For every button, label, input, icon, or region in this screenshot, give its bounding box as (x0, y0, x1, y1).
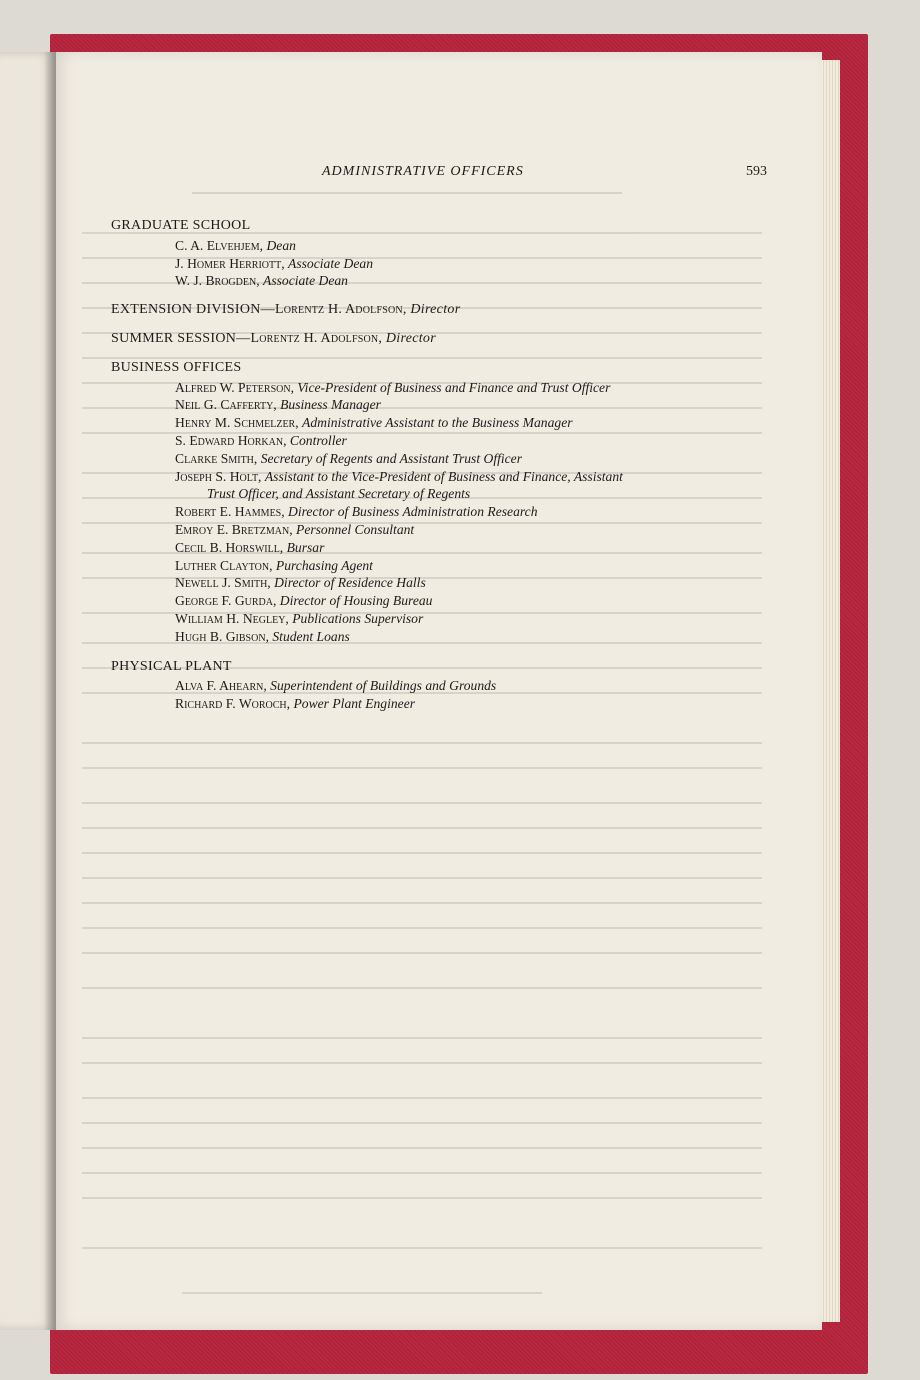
bleed-through-line (82, 1172, 762, 1174)
graduate-school-entries (175, 237, 801, 290)
list-item (175, 574, 801, 592)
list-item (175, 610, 801, 628)
page-number: 593 (746, 164, 767, 179)
bleed-through-line (182, 1292, 542, 1294)
bleed-through-line (82, 1097, 762, 1099)
bleed-through-line (82, 852, 762, 854)
officer-role: Vice-President of Business and Finance and Trust Officer (297, 379, 611, 395)
officer-name: Hugh B. Gibson, (175, 628, 269, 644)
physical-plant-entries (175, 677, 801, 713)
officer-role: Director of Residence Halls (274, 575, 426, 591)
bleed-through-line (82, 1247, 762, 1249)
bleed-through-line (82, 767, 762, 769)
section-heading-graduate-school: GRADUATE SCHOOL (111, 218, 251, 233)
officer-name: Richard F. Woroch, (175, 696, 291, 712)
officer-role: Associate Dean (263, 273, 348, 289)
list-item (175, 379, 801, 397)
list-item (175, 255, 801, 273)
officer-name: Clarke Smith, (175, 450, 258, 466)
officer-name: Cecil B. Horswill, (175, 539, 284, 555)
bleed-through-line (82, 927, 762, 929)
officer-listing (111, 217, 801, 713)
bleed-through-line (82, 952, 762, 954)
officer-role: Dean (266, 237, 296, 253)
list-item (175, 539, 801, 557)
officer-role: Controller (289, 432, 347, 448)
officer-role: Power Plant Engineer (293, 696, 416, 712)
bleed-through-line (82, 1147, 762, 1149)
officer-role: Director of Business Administration Research (288, 504, 538, 520)
officer-name: Robert E. Hammes, (175, 504, 285, 520)
bleed-through-line (82, 877, 762, 879)
officer-role: Personnel Consultant (296, 521, 415, 537)
list-item (175, 237, 801, 255)
bleed-through-line (82, 1197, 762, 1199)
officer-role: Bursar (286, 539, 325, 555)
list-item (175, 695, 801, 713)
officer-role: Purchasing Agent (275, 557, 373, 573)
officer-name: Emroy E. Bretzman, (175, 521, 293, 537)
officer-name: Luther Clayton, (175, 557, 273, 573)
officer-role-continuation: Trust Officer, and Assistant Secretary of Regents (207, 486, 471, 502)
officer-name: William H. Negley, (175, 610, 289, 626)
officer-name: Newell J. Smith, (175, 575, 271, 591)
list-item (175, 677, 801, 695)
list-item (175, 414, 801, 432)
officer-name: Lorentz H. Adolfson, (250, 330, 383, 346)
officer-name: Lorentz H. Adolfson, (274, 302, 407, 318)
officer-role: Superintendent of Buildings and Grounds (270, 678, 497, 694)
officer-name: C. A. Elvehjem, (175, 237, 264, 253)
officer-role: Student Loans (272, 628, 350, 644)
officer-role: Assistant to the Vice-President of Business and Finance, Assistant (264, 468, 623, 484)
officer-name: Alva F. Ahearn, (175, 678, 267, 694)
list-item (175, 557, 801, 575)
officer-role: Publications Supervisor (292, 610, 424, 626)
bleed-through-line (82, 1122, 762, 1124)
section-heading-business-offices: BUSINESS OFFICES (111, 359, 242, 375)
book-page (56, 52, 822, 1330)
section-heading-summer-session: SUMMER SESSION—Lorentz H. Adolfson, Director (111, 330, 436, 346)
officer-role: Director of Housing Bureau (279, 593, 433, 609)
officer-name: Joseph S. Holt, (175, 468, 262, 484)
officer-role: Administrative Assistant to the Business Manager (302, 415, 573, 431)
bleed-through-line (82, 902, 762, 904)
officer-name: W. J. Brogden, (175, 273, 260, 289)
officer-role: Business Manager (280, 397, 381, 413)
business-offices-entries (175, 379, 801, 646)
section-heading-physical-plant: PHYSICAL PLANT (111, 658, 232, 674)
officer-name: Henry M. Schmelzer, (175, 415, 299, 431)
bleed-through-line (82, 987, 762, 989)
list-item (175, 272, 801, 290)
page-header (56, 164, 822, 188)
bleed-through-line (82, 742, 762, 744)
officer-role: Director (410, 302, 461, 318)
list-item (175, 503, 801, 521)
list-item (175, 450, 801, 468)
officer-role: Associate Dean (288, 255, 373, 271)
officer-name: S. Edward Horkan, (175, 432, 287, 448)
list-item (175, 592, 801, 610)
bleed-through-line (192, 192, 622, 194)
list-item (175, 432, 801, 450)
officer-name: George F. Gurda, (175, 593, 277, 609)
list-item (175, 468, 801, 504)
officer-name: J. Homer Herriott, (175, 255, 285, 271)
officer-role: Secretary of Regents and Assistant Trust Officer (260, 450, 523, 466)
bleed-through-line (82, 1062, 762, 1064)
officer-name: Alfred W. Peterson, (175, 379, 294, 395)
list-item (175, 396, 801, 414)
bleed-through-line (82, 802, 762, 804)
bleed-through-line (82, 1037, 762, 1039)
list-item (175, 628, 801, 646)
bleed-through-line (82, 827, 762, 829)
officer-role: Director (385, 330, 436, 346)
list-item (175, 521, 801, 539)
section-heading-extension-division: EXTENSION DIVISION—Lorentz H. Adolfson, Director (111, 302, 461, 318)
running-title: ADMINISTRATIVE OFFICERS (322, 164, 524, 179)
book-gutter (44, 52, 56, 1330)
officer-name: Neil G. Cafferty, (175, 397, 277, 413)
